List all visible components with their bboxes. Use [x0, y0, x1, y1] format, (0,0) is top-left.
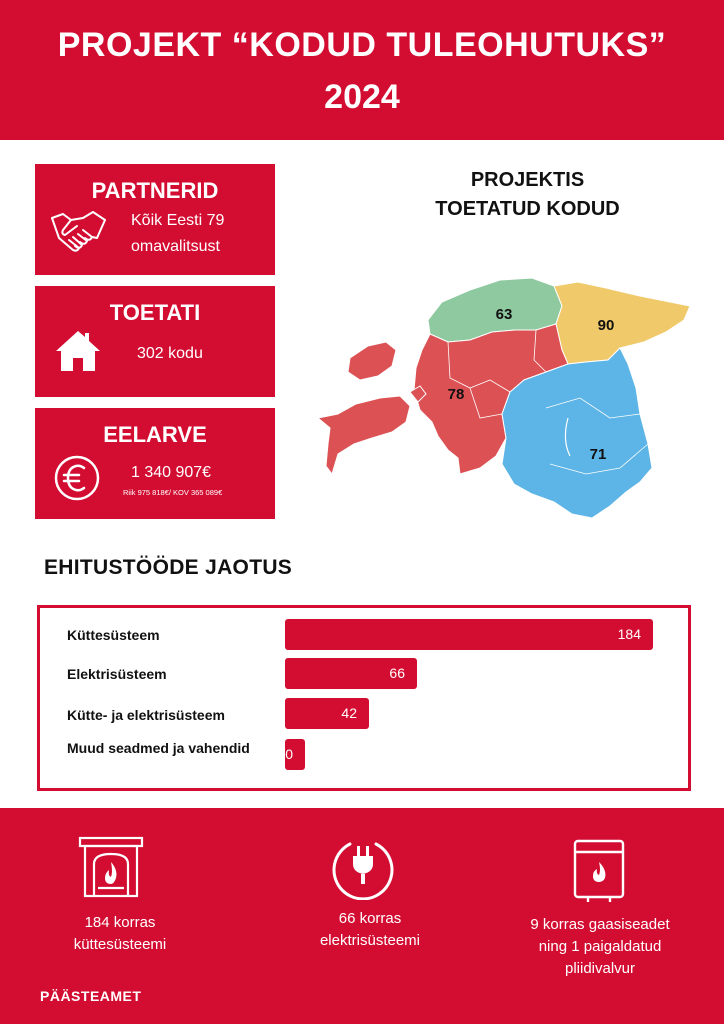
house-icon [55, 328, 101, 374]
footer-item-gas [510, 914, 690, 980]
map-title-line2: TOETATUD KODUD [435, 198, 620, 220]
chart-title: EHITUSTÖÖDE JAOTUS [44, 556, 293, 579]
map-value-north: 63 [495, 306, 513, 323]
gas-boiler-icon [572, 838, 626, 904]
map-value-south: 71 [589, 446, 607, 463]
estonia-map [310, 268, 705, 528]
bar-label-other: Muud seadmed ja vahendid [67, 740, 250, 756]
header-banner [0, 0, 724, 140]
footer-heating-line2: küttesüsteemi [73, 936, 167, 953]
footer-heating-line1: 184 korras [84, 914, 156, 931]
brand-logo-text: PÄÄSTEAMET [40, 988, 142, 1004]
bar-value-electric: 66 [389, 665, 405, 681]
partners-card [35, 164, 275, 275]
page-year: 2024 [324, 78, 400, 116]
euro-icon [53, 454, 101, 502]
partners-title: PARTNERID [91, 178, 219, 203]
footer-gas-line2: ning 1 paigaldatud [538, 938, 662, 955]
handshake-icon [49, 208, 111, 256]
footer-item-electric [290, 908, 450, 952]
supported-text: 302 kodu [137, 345, 203, 362]
footer-banner [0, 808, 724, 1024]
supported-card [35, 286, 275, 397]
budget-amount: 1 340 907€ [131, 464, 212, 481]
bar-value-other: 10 [277, 746, 293, 762]
bar-label-electric: Elektrisüsteem [67, 666, 167, 682]
bar-label-heating: Küttesüsteem [67, 627, 160, 643]
map-title-line1: PROJEKTIS [470, 169, 585, 191]
bar-label-heating-electric: Kütte- ja elektrisüsteem [67, 707, 225, 723]
footer-gas-line3: pliidivalvur [564, 960, 636, 977]
map-title [385, 166, 670, 224]
map-region-west-saaremaa [318, 396, 410, 474]
budget-breakdown: Riik 975 818€/ KOV 365 089€ [123, 488, 223, 497]
bar-heating [285, 619, 653, 650]
footer-gas-line1: 9 korras gaasiseadet [530, 916, 670, 933]
footer-electric-line1: 66 korras [338, 910, 402, 927]
page-title: PROJEKT “KODUD TULEOHUTUKS” [57, 26, 667, 64]
partners-line1: Kõik Eesti 79 [131, 212, 225, 229]
fireplace-icon [78, 836, 144, 898]
bar-value-heating: 184 [617, 626, 641, 642]
map-region-west-hiiumaa [348, 342, 396, 380]
budget-title: EELARVE [103, 422, 207, 447]
footer-electric-line2: elektrisüsteemi [319, 932, 421, 949]
bar-chart [37, 605, 691, 791]
budget-card [35, 408, 275, 519]
bar-value-heating-electric: 42 [341, 705, 357, 721]
electric-plug-icon [330, 834, 396, 900]
footer-item-heating [40, 912, 200, 956]
supported-title: TOETATI [109, 300, 201, 325]
bar-electric [285, 658, 417, 689]
bar-heating-electric [285, 698, 369, 729]
partners-line2: omavalitsust [131, 238, 220, 255]
map-value-northeast: 90 [597, 317, 615, 334]
bar-other [277, 739, 305, 770]
map-value-west: 78 [447, 386, 465, 403]
